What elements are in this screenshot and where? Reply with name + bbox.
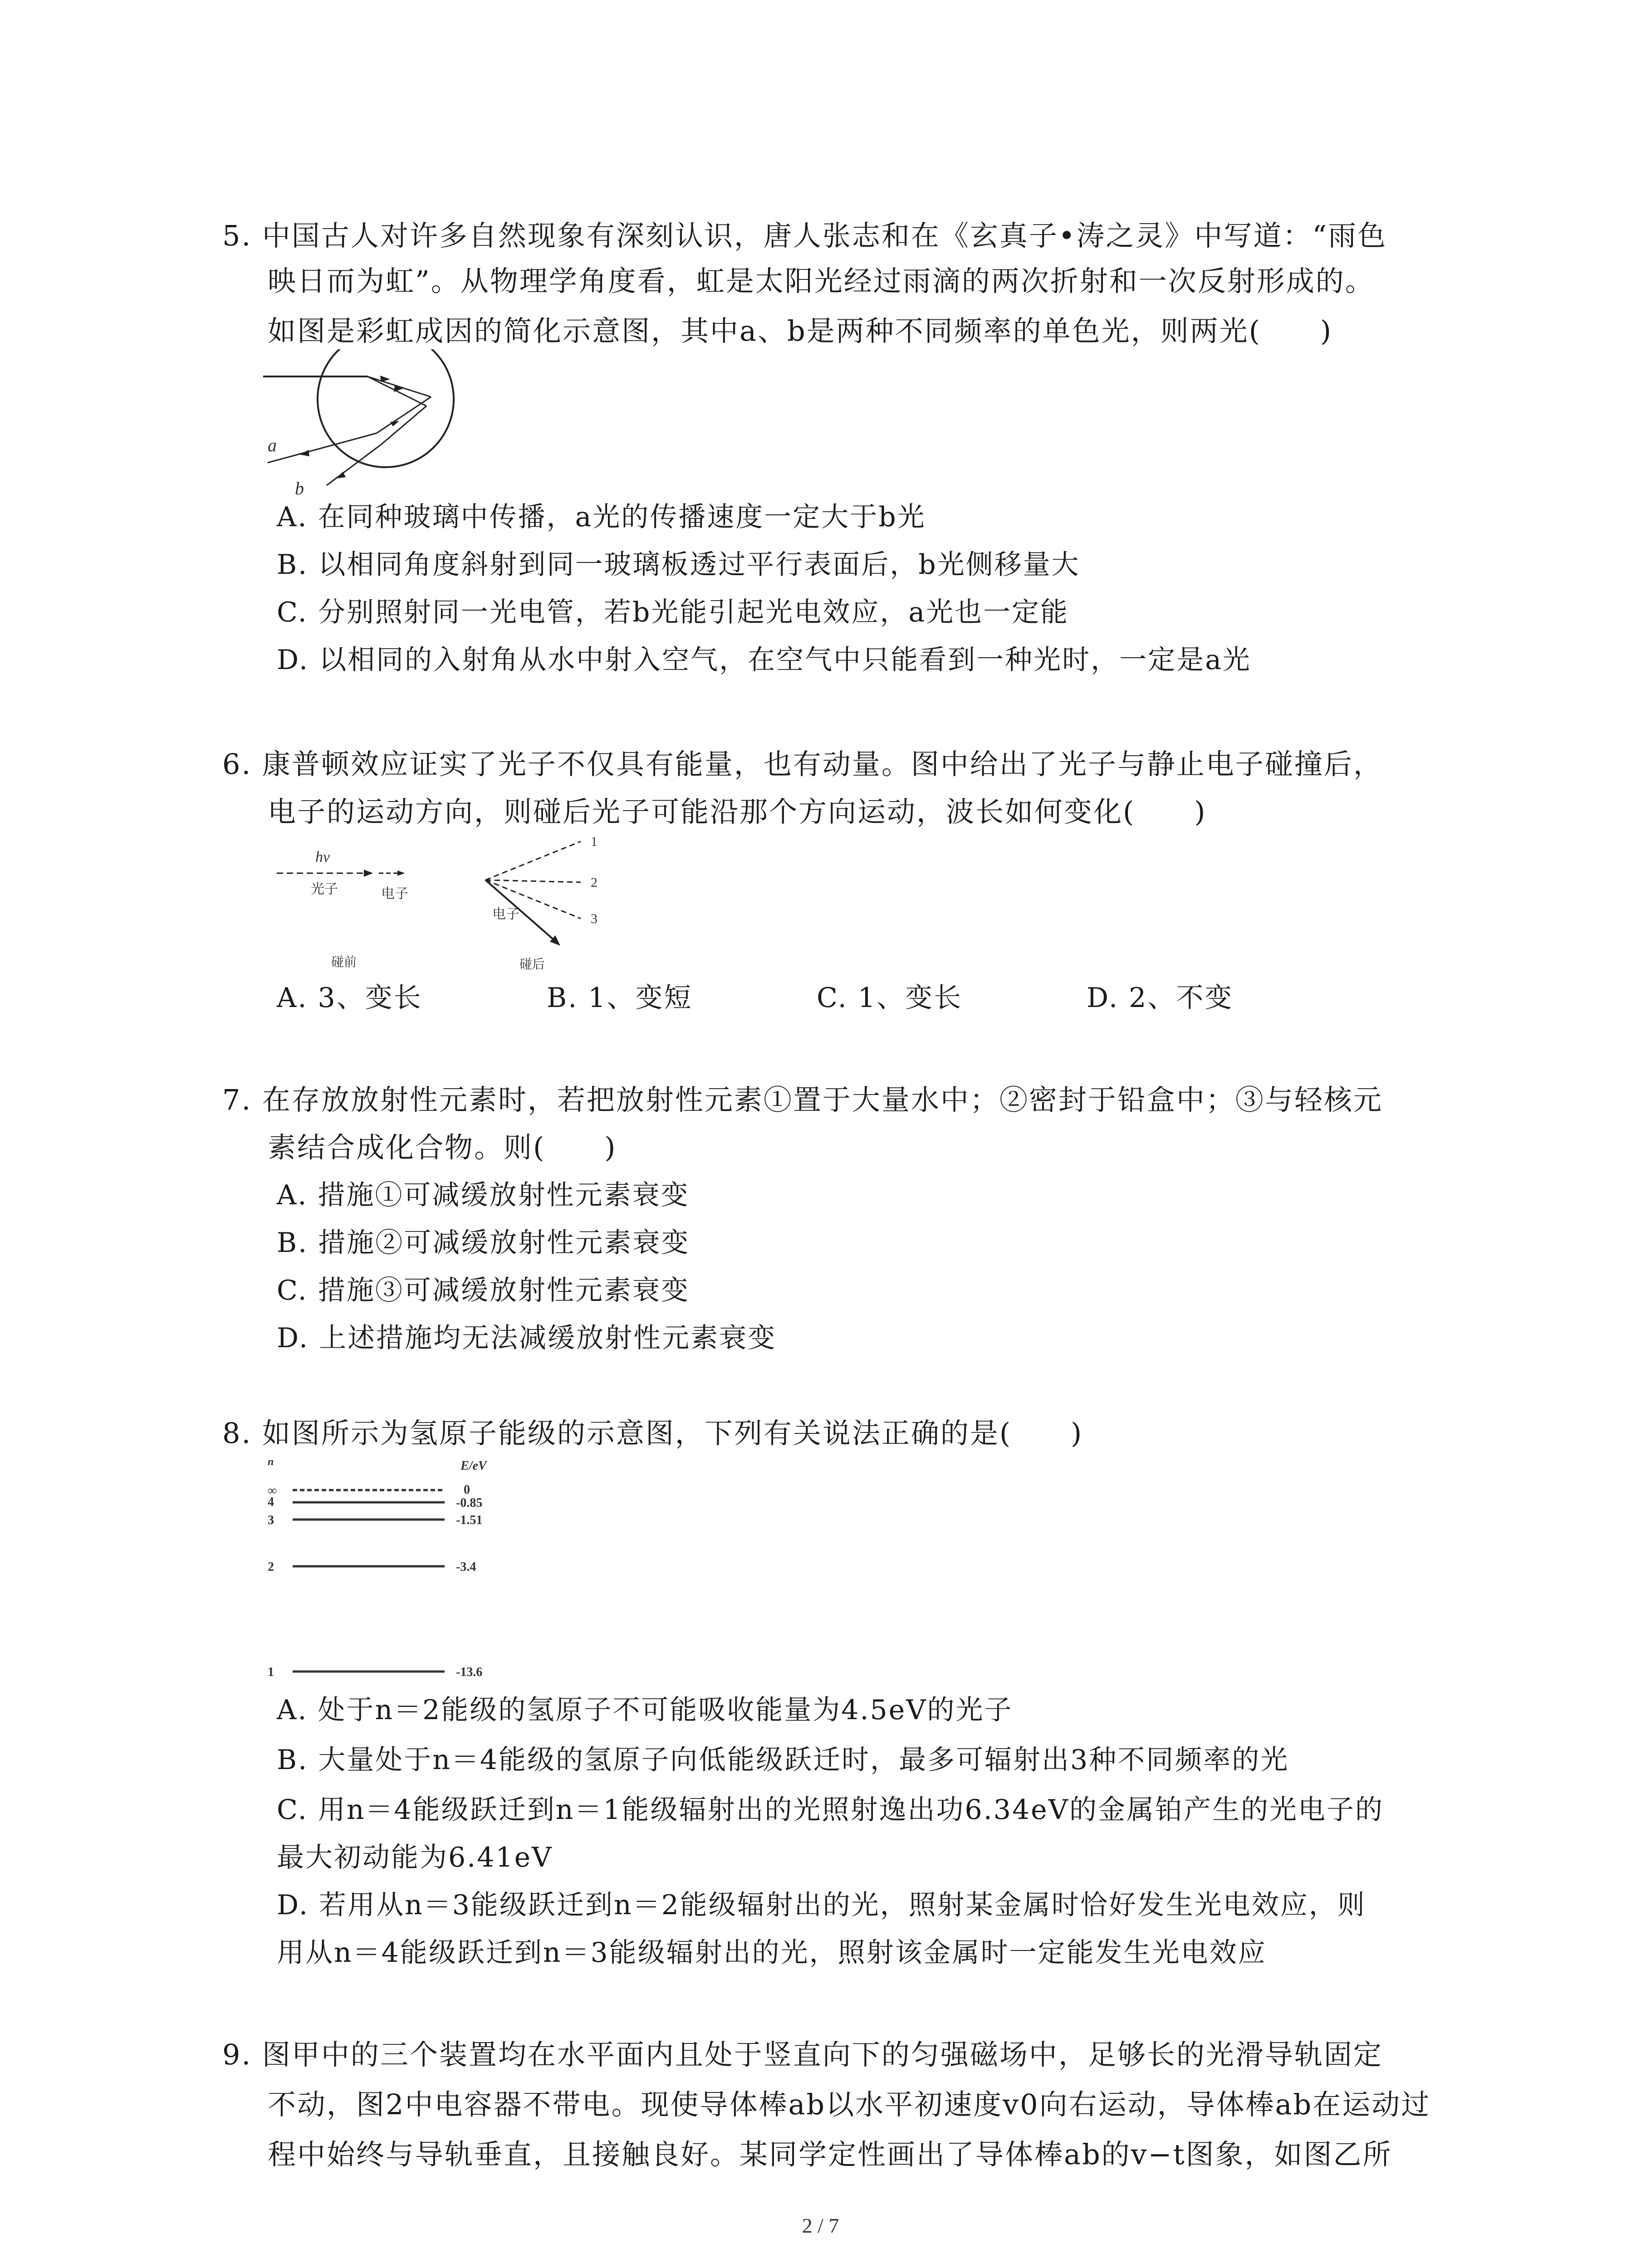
level-3-n: 3: [268, 1513, 274, 1527]
energy-level-figure: [263, 1452, 544, 1687]
q5-option-b: B. 以相同角度斜射到同一玻璃板透过平行表面后，b光侧移量大: [277, 549, 1080, 581]
compton-figure: [268, 830, 631, 980]
q7-option-d: D. 上述措施均无法减缓放射性元素衰变: [277, 1322, 777, 1354]
level-3-e: -1.51: [456, 1513, 483, 1527]
q6-line-1: 6. 康普顿效应证实了光子不仅具有能量，也有动量。图中给出了光子与静止电子碰撞后，: [222, 748, 1383, 781]
q8-option-d-cont: 用从n＝4能级跃迁到n＝3能级辐射出的光，照射该金属时一定能发生光电效应: [277, 1937, 1267, 1969]
q6-line-2: 电子的运动方向，则碰后光子可能沿那个方向运动，波长如何变化( ): [268, 795, 1207, 828]
q5-line-2: 映日而为虹”。从物理学角度看，虹是太阳光经过雨滴的两次折射和一次反射形成的。: [268, 264, 1375, 298]
energy-unit-label: E/eV: [460, 1459, 487, 1473]
after-label: 碰后: [519, 958, 545, 972]
q9-line-1: 9. 图甲中的三个装置均在水平面内且处于竖直向下的匀强磁场中，足够长的光滑导轨固定: [222, 2038, 1383, 2071]
electron-after-label: 电子: [492, 907, 519, 922]
direction-3-label: 3: [591, 911, 598, 926]
n-axis-label: n: [268, 1456, 274, 1468]
q8-option-d: D. 若用从n＝3能级跃迁到n＝2能级辐射出的光，照射某金属时恰好发生光电效应，则: [277, 1889, 1366, 1921]
q9-line-3: 程中始终与导轨垂直，且接触良好。某同学定性画出了导体棒ab的v−t图象，如图乙所: [268, 2138, 1392, 2171]
q6-option-b: B. 1、变短: [547, 982, 693, 1014]
level-2-n: 2: [268, 1560, 274, 1574]
q5-option-c: C. 分别照射同一光电管，若b光能引起光电效应，a光也一定能: [277, 596, 1069, 628]
ray-a-label: a: [268, 435, 277, 455]
direction-2-label: 2: [591, 875, 598, 890]
q7-option-b: B. 措施②可减缓放射性元素衰变: [277, 1227, 690, 1259]
level-2-e: -3.4: [456, 1560, 476, 1574]
q8-option-c: C. 用n＝4能级跃迁到n＝1能级辐射出的光照射逸出功6.34eV的金属铂产生的光电子的: [277, 1794, 1384, 1826]
rainbow-figure: [259, 349, 476, 503]
q5-line-1: 5. 中国古人对许多自然现象有深刻认识，唐人张志和在《玄真子•涛之灵》中写道：“雨色: [222, 219, 1387, 252]
q6-option-a: A. 3、变长: [277, 982, 422, 1014]
page-number: 2 / 7: [802, 2214, 839, 2237]
q7-line-2: 素结合成化合物。则( ): [268, 1131, 617, 1164]
photon-label: 光子: [311, 882, 338, 897]
before-label: 碰前: [331, 955, 357, 969]
level-inf-e: 0: [464, 1483, 470, 1497]
q7-line-1: 7. 在存放放射性元素时，若把放射性元素①置于大量水中；②密封于铅盒中；③与轻核元: [222, 1083, 1383, 1116]
q5-line-3: 如图是彩虹成因的简化示意图，其中a、b是两种不同频率的单色光，则两光( ): [268, 314, 1333, 347]
electron-before-label: 电子: [381, 886, 408, 901]
q8-option-c-cont: 最大初动能为6.41eV: [277, 1842, 553, 1873]
hv-label: hν: [315, 849, 330, 865]
level-4-e: -0.85: [456, 1496, 483, 1510]
q8-line-1: 8. 如图所示为氢原子能级的示意图，下列有关说法正确的是( ): [222, 1417, 1083, 1450]
q8-option-a: A. 处于n＝2能级的氢原子不可能吸收能量为4.5eV的光子: [277, 1694, 1013, 1726]
direction-1-label: 1: [591, 834, 598, 849]
level-inf-n: ∞: [268, 1484, 277, 1498]
level-1-n: 1: [268, 1665, 274, 1679]
q6-option-d: D. 2、不变: [1087, 982, 1234, 1014]
ray-b-label: b: [295, 478, 304, 499]
q6-option-c: C. 1、变长: [817, 982, 963, 1014]
q7-option-a: A. 措施①可减缓放射性元素衰变: [277, 1179, 690, 1211]
q5-option-a: A. 在同种玻璃中传播，a光的传播速度一定大于b光: [277, 501, 926, 533]
q7-option-c: C. 措施③可减缓放射性元素衰变: [277, 1275, 690, 1306]
level-1-e: -13.6: [456, 1665, 483, 1679]
q5-option-d: D. 以相同的入射角从水中射入空气，在空气中只能看到一种光时，一定是a光: [277, 644, 1251, 676]
level-4-n: 4: [268, 1495, 274, 1509]
q9-line-2: 不动，图2中电容器不带电。现使导体棒ab以水平初速度v0向右运动，导体棒ab在运动过: [268, 2088, 1431, 2121]
q8-option-b: B. 大量处于n＝4能级的氢原子向低能级跃迁时，最多可辐射出3种不同频率的光: [277, 1744, 1289, 1776]
